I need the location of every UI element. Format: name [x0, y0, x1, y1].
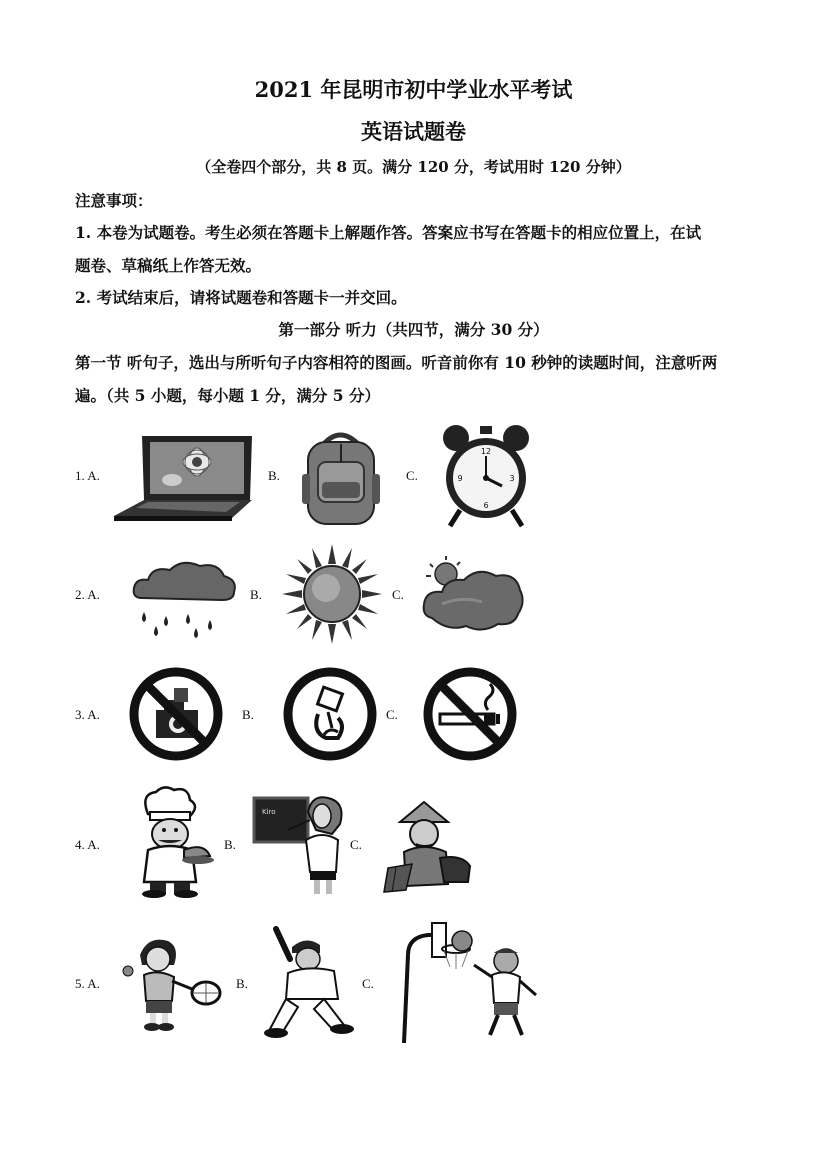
- question-2: [0, 540, 827, 650]
- section-1-instructions-line-1: 第一节 听句子，选出与所听句子内容相符的图画。听音前你有 10 秒钟的读题时间，注意听两: [75, 353, 718, 372]
- section-1-instructions-line-2: 遍。（共 5 小题，每小题 1 分，满分 5 分）: [75, 386, 380, 405]
- no-smoking-icon[interactable]: [422, 666, 518, 762]
- sun-behind-cloud-icon[interactable]: [422, 554, 526, 636]
- chef-icon[interactable]: [126, 784, 218, 898]
- svg-text:12: 12: [480, 447, 492, 456]
- question-5-number: 5. A.: [75, 976, 100, 991]
- question-5-option-b-label: B.: [236, 976, 248, 991]
- baseball-player-icon[interactable]: [258, 925, 358, 1041]
- notice-heading: 注意事项：: [75, 191, 153, 210]
- question-1-number: 1. A.: [75, 468, 100, 483]
- notice-item-2: 2. 考试结束后，请将试题卷和答题卡一并交回。: [75, 288, 407, 307]
- question-5-option-c-label: C.: [362, 976, 374, 991]
- teacher-icon[interactable]: [252, 794, 352, 898]
- question-3-number: 3. A.: [75, 707, 100, 722]
- basketball-player-icon[interactable]: [398, 915, 548, 1045]
- question-5: [0, 915, 827, 1045]
- question-4-option-c-label: C.: [350, 837, 362, 852]
- question-1-option-b-label: B.: [268, 468, 280, 483]
- part-1-heading: 第一部分 听力（共四节，满分 30 分）: [278, 320, 549, 339]
- question-1-option-c-label: C.: [406, 468, 418, 483]
- exam-subtitle: 英语试题卷: [361, 119, 466, 144]
- question-4: [0, 782, 827, 902]
- rain-cloud-icon[interactable]: [130, 558, 240, 638]
- question-3-option-c-label: C.: [386, 707, 398, 722]
- question-2-option-c-label: C.: [392, 587, 404, 602]
- question-3-option-b-label: B.: [242, 707, 254, 722]
- question-3: [0, 660, 827, 770]
- notice-item-1-line-2: 题卷、草稿纸上作答无效。: [75, 256, 262, 275]
- svg-text:9: 9: [457, 474, 463, 483]
- no-photography-icon[interactable]: [128, 666, 224, 762]
- question-4-option-b-label: B.: [224, 837, 236, 852]
- tennis-player-icon[interactable]: [118, 935, 224, 1035]
- question-2-option-b-label: B.: [250, 587, 262, 602]
- svg-text:3: 3: [509, 474, 515, 483]
- backpack-icon[interactable]: [300, 424, 382, 528]
- exam-title: 2021 年昆明市初中学业水平考试: [254, 77, 573, 102]
- exam-info: （全卷四个部分，共 8 页。满分 120 分，考试用时 120 分钟）: [196, 158, 631, 176]
- laptop-icon[interactable]: [112, 432, 260, 524]
- question-1: [0, 420, 827, 535]
- question-2-number: 2. A.: [75, 587, 100, 602]
- svg-text:6: 6: [483, 501, 489, 510]
- recycle-sign-icon[interactable]: [282, 666, 378, 762]
- question-4-number: 4. A.: [75, 837, 100, 852]
- alarm-clock-icon[interactable]: [440, 422, 532, 528]
- svg-text:Kiro: Kiro: [262, 808, 276, 816]
- notice-item-1-line-1: 1. 本卷为试题卷。考生必须在答题卡上解题作答。答案应书写在答题卡的相应位置上，在试: [75, 223, 702, 242]
- farmer-icon[interactable]: [382, 798, 478, 896]
- sun-icon[interactable]: [282, 544, 382, 644]
